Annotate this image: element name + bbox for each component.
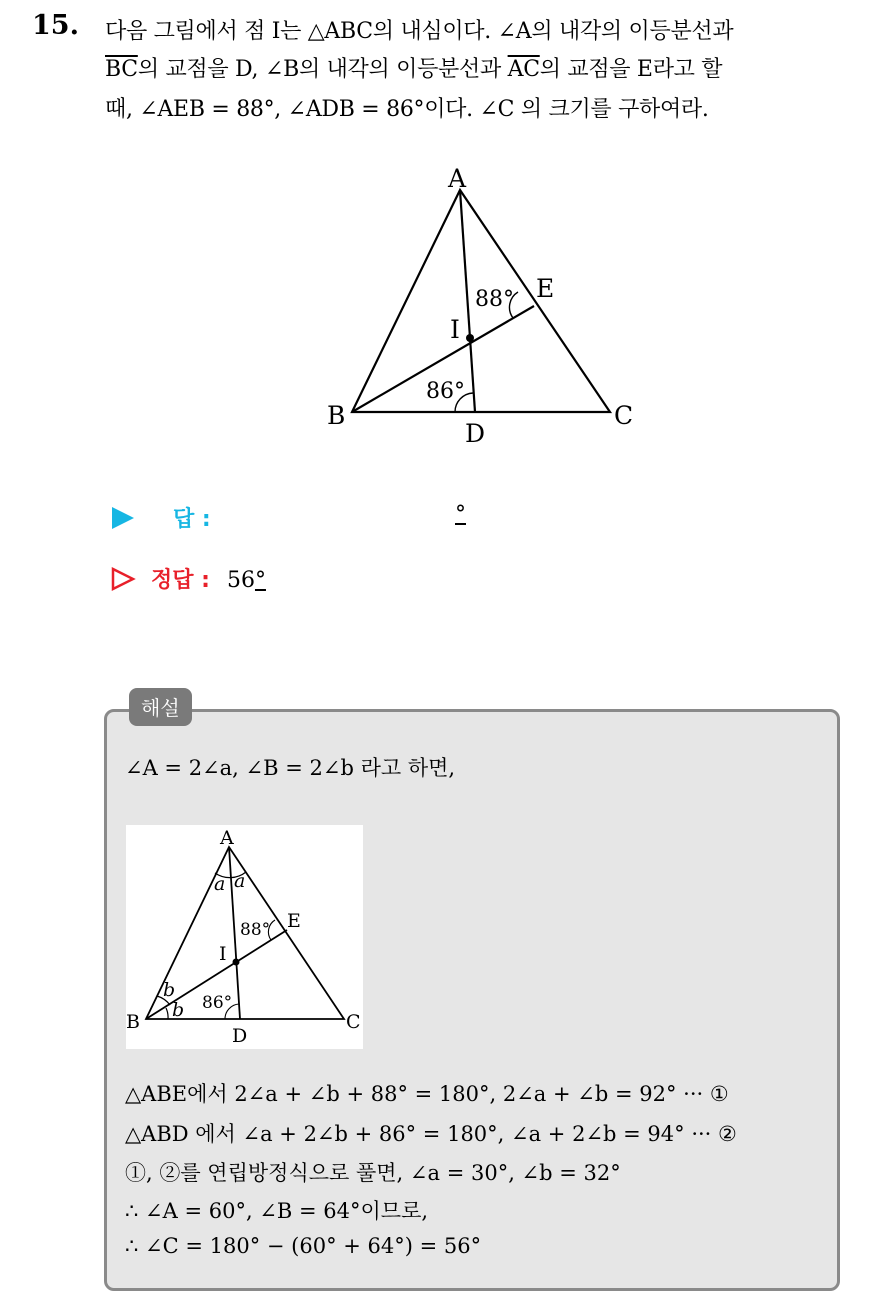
question-line-2 (105, 52, 722, 83)
solution-incenter-point (233, 959, 240, 966)
angle-aeb-label: 88° (475, 287, 514, 312)
explanation-line-5: ∴ ∠C = 180° − (60° + 64°) = 56° (125, 1234, 482, 1258)
answer-unit: ° (455, 502, 466, 527)
solution-label-b2: b (172, 999, 185, 1021)
angle-adb-label: 86° (426, 379, 465, 404)
solution-label-a: A (220, 827, 234, 849)
explanation-line-1: △ABE에서 2∠a + ∠b + 88° = 180°, 2∠a + ∠b = 92° ··· ① (125, 1082, 729, 1106)
answer-row (110, 502, 211, 533)
answer-label: 답 : (173, 507, 211, 532)
explanation-intro: ∠A = 2∠a, ∠B = 2∠b 라고 하면, (125, 756, 456, 780)
solution-angle-adb-label: 86° (202, 993, 233, 1013)
correct-answer-value: 56 (226, 568, 255, 593)
solution-label-b: B (126, 1011, 140, 1033)
question-number: 15. (32, 10, 79, 41)
solution-angle-aeb-label: 88° (240, 920, 271, 940)
question-line-2-part: 의 교점을 D, ∠B의 내각의 이등분선과 (137, 57, 508, 82)
solution-label-a2: a (234, 870, 246, 892)
solution-label-e: E (287, 910, 301, 932)
correct-answer-unit: ° (254, 568, 266, 593)
correct-answer-label: 정답 : (151, 568, 210, 593)
solution-triangle-figure (126, 825, 363, 1049)
label-b: B (327, 401, 346, 430)
explanation-line-4: ∴ ∠A = 60°, ∠B = 64°이므로, (125, 1199, 429, 1223)
solution-label-a1: a (214, 873, 226, 895)
correct-answer-row (110, 563, 266, 594)
explanation-tag: 해설 (129, 688, 192, 726)
solution-label-d: D (232, 1025, 248, 1047)
question-line-2-tail: 의 교점을 E라고 할 (539, 57, 723, 82)
triangle-figure (320, 155, 650, 450)
solution-label-i: I (219, 943, 227, 965)
outline-triangle-icon (110, 566, 136, 592)
label-a: A (448, 164, 467, 193)
play-icon (110, 505, 136, 531)
label-i: I (450, 315, 460, 344)
label-e: E (536, 274, 555, 303)
solution-label-c: C (346, 1011, 361, 1033)
explanation-line-2: △ABD 에서 ∠a + 2∠b + 86° = 180°, ∠a + 2∠b = 94° ··· ② (125, 1122, 737, 1146)
answer-input[interactable] (430, 502, 490, 532)
explanation-line-3: ①, ②를 연립방정식으로 풀면, ∠a = 30°, ∠b = 32° (125, 1161, 621, 1185)
question-line-3: 때, ∠AEB = 88°, ∠ADB = 86°이다. ∠C 의 크기를 구하여라. (105, 97, 709, 122)
label-d: D (465, 419, 486, 448)
segment-ac: $\overline{AC}$ (507, 57, 540, 82)
solution-label-b1: b (163, 979, 176, 1001)
segment-bc: $\overline{BC}$ (105, 57, 138, 82)
incenter-point (466, 334, 474, 342)
label-c: C (614, 401, 634, 430)
question-line-1: 다음 그림에서 점 I는 △ABC의 내심이다. ∠A의 내각의 이등분선과 (105, 19, 734, 44)
